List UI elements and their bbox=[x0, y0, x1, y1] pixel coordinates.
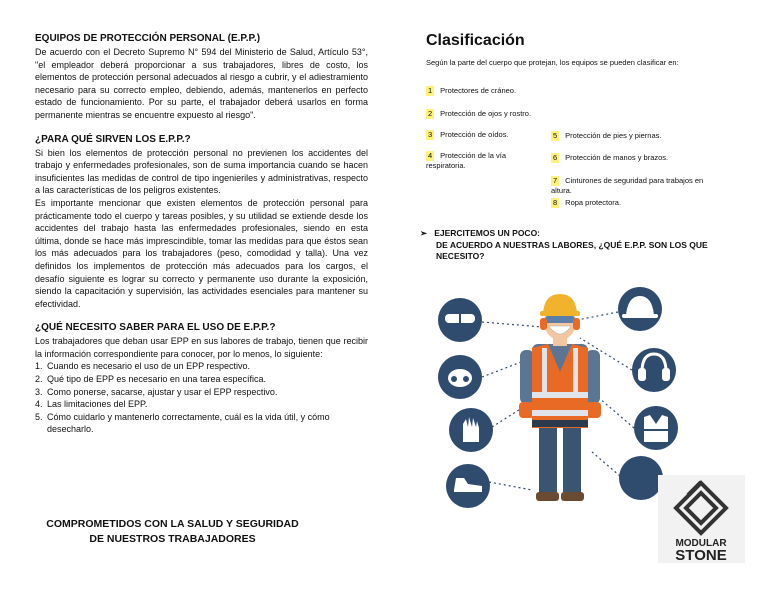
bullet-arrow-icon: ➢ bbox=[420, 228, 428, 238]
classification-title: Clasificación bbox=[426, 32, 525, 49]
requirements-list bbox=[35, 360, 368, 436]
item-number: 1 bbox=[428, 86, 433, 95]
left-column bbox=[35, 33, 368, 448]
item-number: 7 bbox=[553, 176, 558, 185]
section-title: EQUIPOS DE PROTECCIÓN PERSONAL (E.P.P.) bbox=[35, 33, 261, 44]
item-number: 4 bbox=[428, 151, 433, 160]
exercise-line bbox=[420, 228, 720, 240]
item-text: Ropa protectora. bbox=[565, 198, 622, 207]
item-number: 3 bbox=[428, 130, 433, 139]
section-title: ¿QUÉ NECESITO SABER PARA EL USO DE E.P.P.? bbox=[35, 322, 276, 334]
section-text: De acuerdo con el Decreto Supremo N° 594 del Ministerio de Salud, Artículo 53°, "el empleador deberá proporcionar a sus trabajadores, libres de costo, los elementos de protección personal adecuados al riesgo a cubrir, y el adiestramiento necesario para su correcto empleo, debiendo, además, mantenerlos en perfecto estado de funcionamiento. Por su parte, el trabajador deberá usarlos en forma permanente mientras se encuentre expuesto al riesgo". bbox=[35, 47, 368, 120]
section-text: Si bien los elementos de protección personal no previenen los accidentes del trabajo y enfermedades profesionales, son de suma importancia cuando se hacen insuficientes las medidas de control de tipo ingenieriles y administrativas, respecto a las características de los peligros existentes. bbox=[35, 147, 368, 196]
safety-glasses-icon bbox=[438, 298, 482, 342]
item-text: Protección de pies y piernas. bbox=[565, 131, 662, 140]
logo-text-top: MODULAR bbox=[675, 538, 727, 549]
classification-item bbox=[426, 109, 531, 119]
glove-icon bbox=[449, 408, 493, 452]
logo-text-bottom: STONE bbox=[675, 547, 727, 563]
safety-vest-icon bbox=[634, 406, 678, 450]
exercise-title: EJERCITEMOS UN POCO: bbox=[434, 228, 541, 238]
section-purpose bbox=[35, 134, 368, 311]
list-text: Como ponerse, sacarse, ajustar y usar el EPP respectivo. bbox=[47, 386, 278, 397]
item-number: 2 bbox=[428, 109, 433, 118]
respirator-mask-icon bbox=[438, 355, 482, 399]
section-title: ¿PARA QUÉ SIRVEN LOS E.P.P.? bbox=[35, 133, 191, 145]
list-number: 4. bbox=[35, 399, 43, 410]
hard-hat-icon bbox=[618, 287, 662, 331]
item-text: Protección de ojos y rostro. bbox=[440, 109, 532, 118]
classification-panel bbox=[418, 32, 748, 68]
worker-figure bbox=[519, 294, 601, 501]
classification-intro: Según la parte del cuerpo que protejan, los equipos se pueden clasificar en: bbox=[426, 58, 679, 67]
footer-line: COMPROMETIDOS CON LA SALUD Y SEGURIDAD bbox=[46, 518, 299, 530]
item-number: 5 bbox=[553, 131, 558, 140]
list-item bbox=[35, 386, 368, 399]
list-item bbox=[35, 373, 368, 386]
list-text: Cómo cuidarlo y mantenerlo correctamente, cuál es la vida útil, y cómo desecharlo. bbox=[47, 411, 330, 435]
list-text: Cuando es necesario el uso de un EPP respectivo. bbox=[47, 361, 250, 372]
section-text: Es importante mencionar que existen elementos de protección personal para prácticamente todo el cuerpo y tareas posibles, y su utilidad se extiende desde los accidentes del trabajo hasta las enfermedades profesionales, siendo en esta última, donde se hace más imprescindible, tomar las medidas para que éstos sean los más adecuados para los trabajadores (peso, comodidad y talla). Una vez definidos los implementos de protección más adecuados para los cargos, el desafío siguiente es lograr su correcto y permanente uso durante la exposición, siendo la capacitación y supervisión, las actividades esenciales para mantener su efectividad. bbox=[35, 197, 368, 309]
list-number: 5. bbox=[35, 411, 43, 422]
classification-item bbox=[551, 198, 621, 208]
section-text: Los trabajadores que deban usar EPP en sus labores de trabajo, tienen que recibir la información correspondiente para conocer, por lo menos, lo siguiente: bbox=[35, 336, 368, 359]
classification-item bbox=[426, 86, 516, 96]
classification-item bbox=[551, 153, 668, 163]
exercise-heading bbox=[420, 228, 720, 263]
list-text: Las limitaciones del EPP. bbox=[47, 399, 148, 410]
item-text: Protectores de cráneo. bbox=[440, 86, 517, 95]
list-item bbox=[35, 360, 368, 373]
item-number: 6 bbox=[553, 153, 558, 162]
section-knowledge bbox=[35, 322, 368, 436]
logo-mark-icon bbox=[658, 475, 745, 563]
classification-item bbox=[426, 151, 526, 171]
blank-icon-circle bbox=[619, 456, 663, 500]
list-item bbox=[35, 398, 368, 411]
item-text: Protección de la vía respiratoria. bbox=[426, 151, 507, 170]
item-text: Protección de oídos. bbox=[440, 130, 509, 139]
list-number: 3. bbox=[35, 386, 43, 397]
item-text: Protección de manos y brazos. bbox=[565, 153, 669, 162]
footer-slogan bbox=[30, 517, 315, 546]
footer-line: DE NUESTROS TRABAJADORES bbox=[89, 532, 256, 545]
classification-item bbox=[551, 176, 716, 196]
list-number: 1. bbox=[35, 361, 43, 372]
safety-boot-icon bbox=[446, 464, 490, 508]
exercise-question: DE ACUERDO A NUESTRAS LABORES, ¿QUÉ E.P.P. SON LOS QUE NECESITO? bbox=[436, 239, 708, 261]
item-number: 8 bbox=[553, 198, 558, 207]
list-text: Qué tipo de EPP es necesario en una tarea específica. bbox=[47, 374, 266, 385]
item-text: Cinturones de seguridad para trabajos en altura. bbox=[551, 176, 704, 195]
list-number: 2. bbox=[35, 374, 43, 385]
classification-item bbox=[551, 131, 661, 141]
classification-item bbox=[426, 130, 509, 140]
ear-muffs-icon bbox=[632, 348, 676, 392]
modular-stone-logo bbox=[658, 475, 745, 563]
section-epp bbox=[35, 33, 368, 122]
list-item bbox=[35, 411, 368, 436]
